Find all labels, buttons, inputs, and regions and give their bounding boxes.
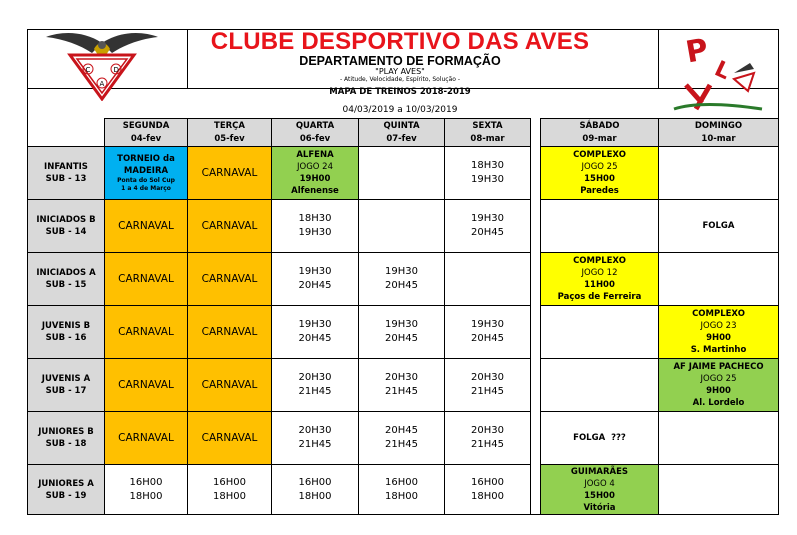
cell-juvenis-b-sunday: COMPLEXO JOGO 23 9H00 S. Martinho bbox=[658, 305, 779, 359]
cell-infantis-monday: TORNEIO da MADEIRA Ponta do Sol Cup 1 a 4 de Março bbox=[104, 146, 188, 200]
cell-iniciados-b-sunday: FOLGA bbox=[658, 199, 779, 253]
cell-juvenis-a-wednesday: 20H30 21H45 bbox=[271, 358, 359, 412]
cell-juniores-b-saturday: FOLGA ??? bbox=[540, 411, 659, 465]
svg-text:D: D bbox=[113, 66, 119, 74]
cell-iniciados-a-sunday bbox=[658, 252, 779, 306]
date-range: 04/03/2019 a 10/03/2019 bbox=[342, 105, 458, 115]
cell-juvenis-a-thursday: 20H30 21H45 bbox=[358, 358, 445, 412]
cell-iniciados-a-monday: CARNAVAL bbox=[104, 252, 188, 306]
cell-juniores-a-monday: 16H00 18H00 bbox=[104, 464, 188, 515]
cell-juniores-b-sunday bbox=[658, 411, 779, 465]
cell-infantis-wednesday: ALFENA JOGO 24 19H00 Alfenense bbox=[271, 146, 359, 200]
cell-juvenis-b-saturday bbox=[540, 305, 659, 359]
cell-juniores-b-tuesday: CARNAVAL bbox=[187, 411, 272, 465]
svg-text:P: P bbox=[683, 33, 711, 71]
cell-juniores-a-friday: 16H00 18H00 bbox=[444, 464, 531, 515]
cell-juvenis-b-monday: CARNAVAL bbox=[104, 305, 188, 359]
cell-juvenis-a-monday: CARNAVAL bbox=[104, 358, 188, 412]
cell-juvenis-a-sunday: AF JAIME PACHECO JOGO 25 9H00 Al. Lordelo bbox=[658, 358, 779, 412]
day-header-saturday: SÁBADO 09-mar bbox=[540, 118, 659, 147]
day-header-monday: SEGUNDA 04-fev bbox=[104, 118, 188, 147]
page-title: CLUBE DESPORTIVO DAS AVES bbox=[210, 28, 590, 55]
cell-juvenis-b-friday: 19H30 20H45 bbox=[444, 305, 531, 359]
cell-juvenis-b-wednesday: 19H30 20H45 bbox=[271, 305, 359, 359]
cell-juvenis-a-friday: 20H30 21H45 bbox=[444, 358, 531, 412]
row-label-iniciados-b: INICIADOS B SUB - 14 bbox=[27, 199, 105, 253]
cell-iniciados-a-friday bbox=[444, 252, 531, 306]
cell-infantis-tuesday: CARNAVAL bbox=[187, 146, 272, 200]
cell-iniciados-a-thursday: 19H30 20H45 bbox=[358, 252, 445, 306]
cell-juvenis-a-saturday bbox=[540, 358, 659, 412]
cell-juniores-a-tuesday: 16H00 18H00 bbox=[187, 464, 272, 515]
cell-juniores-a-sunday bbox=[658, 464, 779, 515]
cell-infantis-saturday: COMPLEXO JOGO 25 15H00 Paredes bbox=[540, 146, 659, 200]
cell-infantis-sunday bbox=[658, 146, 779, 200]
cell-juniores-a-wednesday: 16H00 18H00 bbox=[271, 464, 359, 515]
play-aves-logo bbox=[672, 33, 764, 113]
row-label-juvenis-b: JUVENIS B SUB - 16 bbox=[27, 305, 105, 359]
row-label-iniciados-a: INICIADOS A SUB - 15 bbox=[27, 252, 105, 306]
cell-iniciados-b-wednesday: 18H30 19H30 bbox=[271, 199, 359, 253]
day-header-thursday: QUINTA 07-fev bbox=[358, 118, 445, 147]
cell-infantis-thursday bbox=[358, 146, 445, 200]
svg-text:A: A bbox=[99, 80, 105, 88]
club-logo bbox=[44, 29, 160, 101]
header-right-divider bbox=[658, 29, 659, 89]
motto: - Atitude, Velocidade, Espírito, Solução - bbox=[339, 76, 461, 83]
row-label-infantis: INFANTIS SUB - 13 bbox=[27, 146, 105, 200]
row-label-juvenis-a: JUVENIS A SUB - 17 bbox=[27, 358, 105, 412]
cell-juniores-a-saturday: GUIMARÃES JOGO 4 15H00 Vitória bbox=[540, 464, 659, 515]
row-label-juniores-b: JUNIORES B SUB - 18 bbox=[27, 411, 105, 465]
row-label-juniores-a: JUNIORES A SUB - 19 bbox=[27, 464, 105, 515]
cell-juniores-b-wednesday: 20H30 21H45 bbox=[271, 411, 359, 465]
cell-juniores-a-thursday: 16H00 18H00 bbox=[358, 464, 445, 515]
cell-juvenis-b-thursday: 19H30 20H45 bbox=[358, 305, 445, 359]
cell-juvenis-a-tuesday: CARNAVAL bbox=[187, 358, 272, 412]
cell-iniciados-a-saturday: COMPLEXO JOGO 12 11H00 Paços de Ferreira bbox=[540, 252, 659, 306]
cell-iniciados-b-monday: CARNAVAL bbox=[104, 199, 188, 253]
cell-juvenis-b-tuesday: CARNAVAL bbox=[187, 305, 272, 359]
cell-juniores-b-friday: 20H30 21H45 bbox=[444, 411, 531, 465]
day-header-friday: SEXTA 08-mar bbox=[444, 118, 531, 147]
cell-juniores-b-thursday: 20H45 21H45 bbox=[358, 411, 445, 465]
cell-iniciados-b-saturday bbox=[540, 199, 659, 253]
svg-text:C: C bbox=[85, 66, 91, 74]
cell-infantis-friday: 18H30 19H30 bbox=[444, 146, 531, 200]
cell-iniciados-a-tuesday: CARNAVAL bbox=[187, 252, 272, 306]
cell-iniciados-b-tuesday: CARNAVAL bbox=[187, 199, 272, 253]
cell-juniores-b-monday: CARNAVAL bbox=[104, 411, 188, 465]
program-name: "PLAY AVES" bbox=[375, 67, 425, 76]
header-left-divider bbox=[187, 29, 188, 89]
map-title: MAPA DE TREINOS 2018-2019 bbox=[329, 87, 471, 97]
day-header-sunday: DOMINGO 10-mar bbox=[658, 118, 779, 147]
cell-iniciados-b-friday: 19H30 20H45 bbox=[444, 199, 531, 253]
day-header-wednesday: QUARTA 06-fev bbox=[271, 118, 359, 147]
department-title: DEPARTAMENTO DE FORMAÇÃO bbox=[299, 54, 501, 68]
svg-text:L: L bbox=[710, 56, 734, 86]
cell-iniciados-a-wednesday: 19H30 20H45 bbox=[271, 252, 359, 306]
day-header-tuesday: TERÇA 05-fev bbox=[187, 118, 272, 147]
svg-text:PLAY: PLAY bbox=[678, 69, 681, 70]
cell-iniciados-b-thursday bbox=[358, 199, 445, 253]
